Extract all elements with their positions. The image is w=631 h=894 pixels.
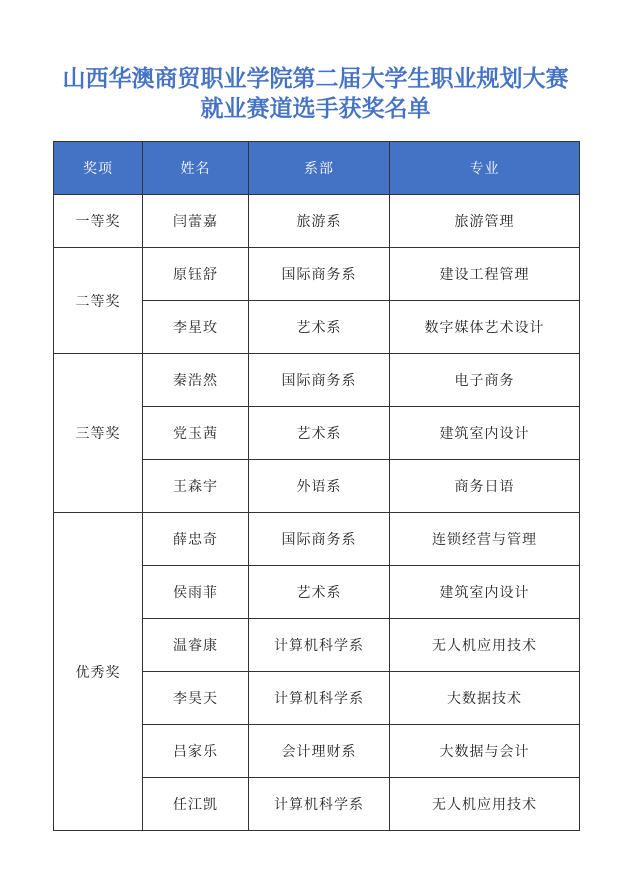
major-cell: 电子商务 [390,354,580,407]
major-cell: 无人机应用技术 [390,778,580,831]
award-cell: 二等奖 [54,248,143,354]
major-cell: 无人机应用技术 [390,619,580,672]
dept-cell: 国际商务系 [249,248,390,301]
document-title-line2: 就业赛道选手获奖名单 [200,95,431,122]
name-cell: 李昊天 [143,672,249,725]
name-cell: 秦浩然 [143,354,249,407]
table-row [54,195,580,248]
name-cell: 温睿康 [143,619,249,672]
award-table [53,141,580,831]
major-cell: 建筑室内设计 [390,566,580,619]
name-cell: 任江凯 [143,778,249,831]
header-dept: 系部 [249,142,390,195]
name-cell: 党玉茜 [143,407,249,460]
award-cell: 三等奖 [54,354,143,513]
header-major: 专业 [390,142,580,195]
table-row [54,248,580,301]
dept-cell: 外语系 [249,460,390,513]
major-cell: 大数据与会计 [390,725,580,778]
dept-cell: 旅游系 [249,195,390,248]
major-cell: 数字媒体艺术设计 [390,301,580,354]
header-award: 奖项 [54,142,143,195]
name-cell: 王森宇 [143,460,249,513]
dept-cell: 国际商务系 [249,354,390,407]
award-cell: 优秀奖 [54,513,143,831]
name-cell: 原钰舒 [143,248,249,301]
major-cell: 连锁经营与管理 [390,513,580,566]
name-cell: 李星玫 [143,301,249,354]
dept-cell: 计算机科学系 [249,619,390,672]
major-cell: 建设工程管理 [390,248,580,301]
award-cell: 一等奖 [54,195,143,248]
dept-cell: 计算机科学系 [249,778,390,831]
dept-cell: 会计理财系 [249,725,390,778]
table-row [54,513,580,566]
table-header-row [54,142,580,195]
header-name: 姓名 [143,142,249,195]
document-title-line1: 山西华澳商贸职业学院第二届大学生职业规划大赛 [62,65,569,92]
table-row [54,354,580,407]
major-cell: 建筑室内设计 [390,407,580,460]
dept-cell: 艺术系 [249,301,390,354]
dept-cell: 艺术系 [249,566,390,619]
dept-cell: 艺术系 [249,407,390,460]
dept-cell: 国际商务系 [249,513,390,566]
name-cell: 吕家乐 [143,725,249,778]
name-cell: 闫蕾嘉 [143,195,249,248]
dept-cell: 计算机科学系 [249,672,390,725]
major-cell: 商务日语 [390,460,580,513]
name-cell: 薛忠奇 [143,513,249,566]
name-cell: 侯雨菲 [143,566,249,619]
major-cell: 旅游管理 [390,195,580,248]
major-cell: 大数据技术 [390,672,580,725]
